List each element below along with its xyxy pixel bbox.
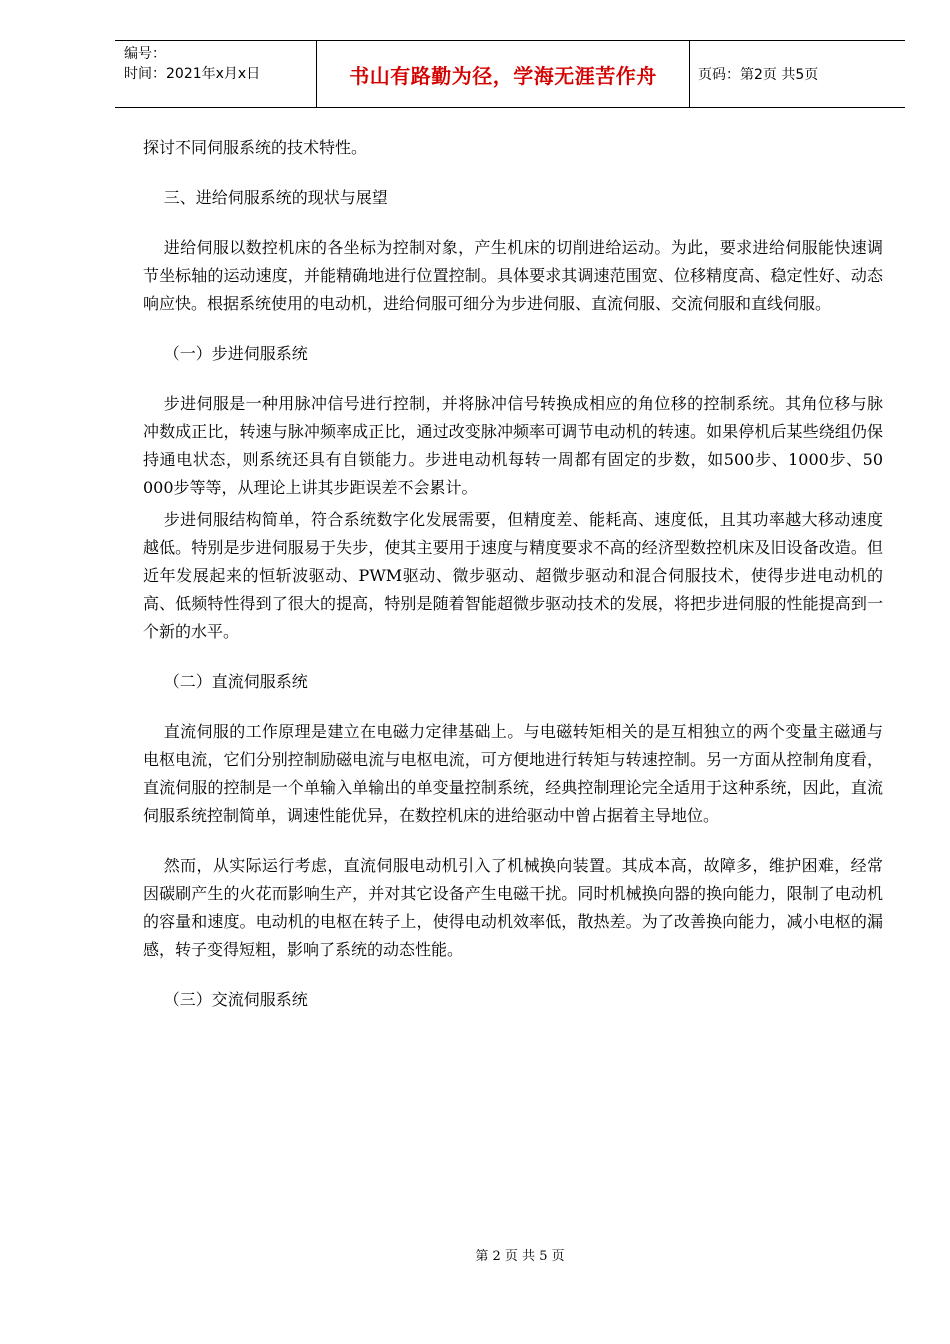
header-meta [115, 41, 316, 107]
paragraph-dc-principle: 直流伺服的工作原理是建立在电磁力定律基础上。与电磁转矩相关的是互相独立的两个变量主磁通与电枢电流，它们分别控制励磁电流与电枢电流，可方便地进行转矩与转速控制。另一方面从控制角度看，直流伺服的控制是一个单输入单输出的单变量控制系统，经典控制理论完全适用于这种系统，因此，直流伺服系统控制简单，调速性能优异，在数控机床的进给驱动中曾占据着主导地位。 [143, 722, 883, 825]
header-motto: 书山有路勤为径，学海无涯苦作舟 [316, 41, 690, 107]
page-footer: 第 2 页 共 5 页 [475, 1249, 565, 1264]
header-page-number: 页码：第2页 共5页 [698, 67, 819, 83]
section-heading-feed-servo: 三、进给伺服系统的现状与展望 [163, 188, 388, 207]
paragraph-intro-end: 探讨不同伺服系统的技术特性。 [143, 138, 368, 157]
paragraph-feed-servo: 进给伺服以数控机床的各坐标为控制对象，产生机床的切削进给运动。为此，要求进给伺服能快速调节坐标轴的运动速度，并能精确地进行位置控制。具体要求其调速范围宽、位移精度高、稳定性好、动态响应快。根据系统使用的电动机，进给伺服可细分为步进伺服、直流伺服、交流伺服和直线伺服。 [143, 238, 883, 313]
document-body [143, 134, 883, 1014]
subheading-stepper-servo: （一）步进伺服系统 [163, 344, 308, 363]
paragraph-stepper-principle: 步进伺服是一种用脉冲信号进行控制，并将脉冲信号转换成相应的角位移的控制系统。其角位移与脉冲数成正比，转速与脉冲频率成正比，通过改变脉冲频率可调节电动机的转速。如果停机后某些绕组仍保持通电状态，则系统还具有自锁能力。步进电动机每转一周都有固定的步数，如500步、1000步、50 000步等等，从理论上讲其步距误差不会累计。 [143, 394, 883, 497]
document-time-label: 时间：2021年x月x日 [124, 66, 261, 82]
paragraph-dc-drawbacks: 然而，从实际运行考虑，直流伺服电动机引入了机械换向装置。其成本高，故障多，维护困难，经常因碳刷产生的火花而影响生产，并对其它设备产生电磁干扰。同时机械换向器的换向能力，限制了电动机的容量和速度。电动机的电枢在转子上，使得电动机效率低，散热差。为了改善换向能力，减小电枢的漏感，转子变得短粗，影响了系统的动态性能。 [143, 856, 883, 959]
subheading-dc-servo: （二）直流伺服系统 [163, 672, 308, 691]
page-header [115, 40, 905, 108]
paragraph-stepper-features: 步进伺服结构简单，符合系统数字化发展需要，但精度差、能耗高、速度低，且其功率越大移动速度越低。特别是步进伺服易于失步，使其主要用于速度与精度要求不高的经济型数控机床及旧设备改造。但近年发展起来的恒斩波驱动、PWM驱动、微步驱动、超微步驱动和混合伺服技术，使得步进电动机的高、低频特性得到了很大的提高，特别是随着智能超微步驱动技术的发展，将把步进伺服的性能提高到一个新的水平。 [143, 510, 883, 641]
document-number-label: 编号： [124, 46, 166, 62]
subheading-ac-servo: （三）交流伺服系统 [163, 990, 308, 1009]
